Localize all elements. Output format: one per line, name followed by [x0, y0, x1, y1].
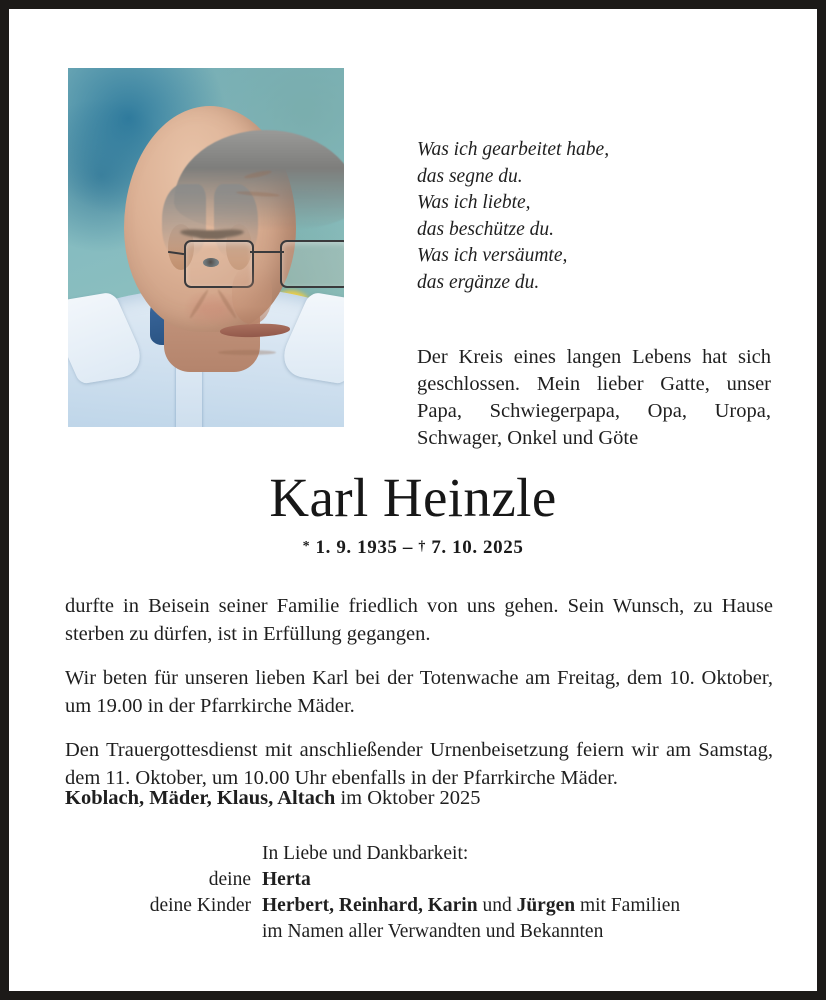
- mourner-conjunction: und: [477, 895, 517, 916]
- portrait-photo: [68, 68, 344, 427]
- death-date: 7. 10. 2025: [431, 537, 524, 558]
- mourners-footer: im Namen aller Verwandten und Bekannten: [262, 921, 604, 942]
- poem-line: das segne du.: [417, 165, 523, 187]
- mourner-name-primary: Herta: [262, 869, 311, 890]
- places-line: [65, 784, 481, 812]
- notice-body: [65, 592, 773, 792]
- birth-star-icon: *: [302, 539, 311, 554]
- collar-left: [68, 292, 150, 385]
- place-names: Koblach, Mäder, Klaus, Altach: [65, 787, 336, 809]
- poem-line: das ergänze du.: [417, 271, 540, 293]
- poem-line: Was ich liebte,: [417, 192, 531, 213]
- date-separator: –: [402, 537, 413, 558]
- body-paragraph: durfte in Beisein seiner Familie friedlich von uns gehen. Sein Wunsch, zu Hause sterben zu dürfen, ist in Erfüllung gegangen.: [65, 595, 773, 645]
- mourner-row: [65, 893, 773, 919]
- birth-date: 1. 9. 1935: [315, 537, 398, 558]
- mourner-names: [262, 893, 680, 919]
- mourner-row: [65, 867, 773, 893]
- poem-line: das beschütze du.: [417, 218, 555, 240]
- mourner-child-name-last: Jürgen: [516, 895, 576, 916]
- poem-line: Was ich gearbeitet habe,: [417, 139, 610, 160]
- body-paragraph: Wir beten für unseren lieben Karl bei der Totenwache am Freitag, dem 10. Oktober, um 19.00 in der Pfarrkirche Mäder.: [65, 667, 773, 717]
- mourners-heading-row: [65, 841, 773, 867]
- photo-background: [68, 68, 344, 427]
- mourners-heading: In Liebe und Dankbarkeit:: [262, 843, 469, 864]
- mourner-children-names: Herbert, Reinhard, Karin: [262, 895, 478, 916]
- head: [124, 106, 296, 332]
- death-cross-icon: †: [418, 539, 426, 554]
- collar-right: [274, 292, 344, 385]
- glasses-bridge: [250, 251, 284, 253]
- life-dates: [9, 537, 817, 559]
- mourners-block: [65, 841, 773, 945]
- mourner-names: [262, 867, 311, 893]
- lens-right: [280, 240, 344, 288]
- poem-line: Was ich versäumte,: [417, 245, 568, 266]
- page-title: Karl Heinzle: [269, 467, 557, 528]
- mourner-label: deine: [208, 869, 251, 890]
- body-paragraph: Den Trauergottesdienst mit anschließender Urnenbeisetzung feiern wir am Samstag, dem 11. Oktober, um 10.00 Uhr ebenfalls in der Pfarrkirche Mäder.: [65, 739, 773, 789]
- intro-paragraph: Der Kreis eines langen Lebens hat sich geschlossen. Mein lieber Gatte, unser Papa, Schwiegerpapa, Opa, Uropa, Schwager, Onkel und Göte: [417, 346, 771, 449]
- mourners-footer-row: [65, 919, 773, 945]
- nose: [232, 266, 272, 324]
- mourner-suffix: mit Familien: [575, 895, 681, 916]
- memorial-poem: [417, 137, 767, 296]
- chin-line: [218, 350, 276, 355]
- mourner-label: deine Kinder: [149, 895, 251, 916]
- notice-month: im Oktober 2025: [335, 787, 481, 809]
- card-inner: [9, 9, 817, 991]
